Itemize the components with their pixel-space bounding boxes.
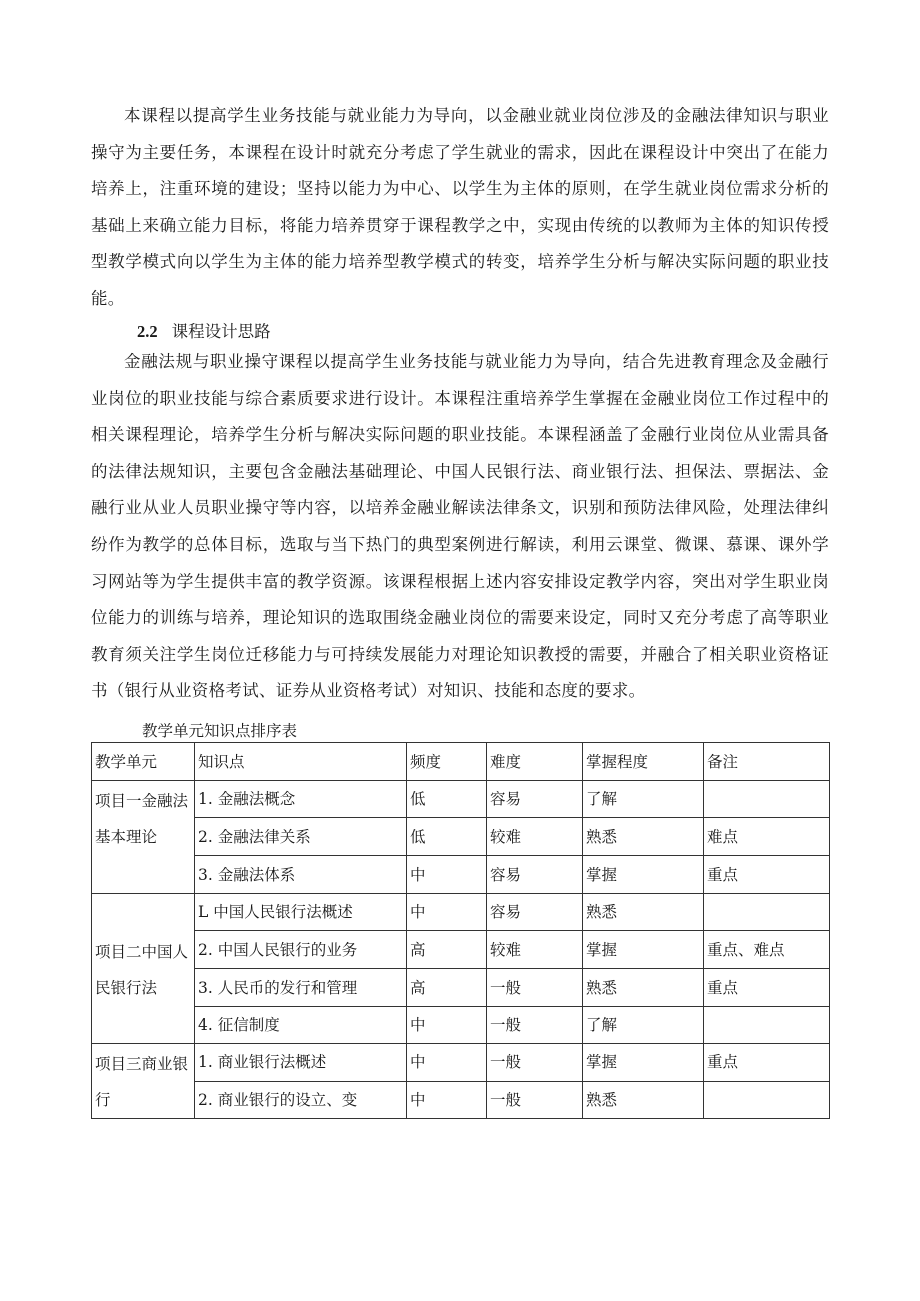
remark-cell: 重点 xyxy=(704,1044,830,1082)
body-paragraph-1: 本课程以提高学生业务技能与就业能力为导向，以金融业就业岗位涉及的金融法律知识与职业操守为主要任务，本课程在设计时就充分考虑了学生就业的需求，因此在课程设计中突出了在能力培养上，注重环境的建设；坚持以能力为中心、以学生为主体的原则，在学生就业岗位需求分析的基础上来确立能力目标，将能力培养贯穿于课程教学之中，实现由传统的以教师为主体的知识传授型教学模式向以学生为主体的能力培养型教学模式的转变，培养学生分析与解决实际问题的职业技能。 xyxy=(91,106,829,308)
table-row xyxy=(92,818,830,856)
frequency-cell: 中 xyxy=(407,1007,487,1044)
unit-cell: 项目二中国人民银行法 xyxy=(92,894,195,1044)
frequency-cell: 低 xyxy=(407,781,487,818)
difficulty-cell: 容易 xyxy=(487,894,583,931)
remark-cell xyxy=(704,894,830,931)
mastery-cell: 熟悉 xyxy=(583,818,704,856)
knowledge-cell: 3. 人民币的发行和管理 xyxy=(195,969,407,1007)
knowledge-cell: 2. 中国人民银行的业务 xyxy=(195,931,407,969)
remark-cell xyxy=(704,1081,830,1119)
knowledge-point-table xyxy=(91,742,830,1119)
frequency-cell: 中 xyxy=(407,1081,487,1119)
mastery-cell: 了解 xyxy=(583,781,704,818)
knowledge-cell: 4. 征信制度 xyxy=(195,1007,407,1044)
remark-cell: 重点、难点 xyxy=(704,931,830,969)
table-caption: 教学单元知识点排序表 xyxy=(142,722,298,740)
frequency-cell: 中 xyxy=(407,1044,487,1082)
difficulty-cell: 一般 xyxy=(487,1081,583,1119)
frequency-cell: 中 xyxy=(407,856,487,894)
table-header-row xyxy=(92,743,830,781)
difficulty-cell: 一般 xyxy=(487,969,583,1007)
remark-cell: 重点 xyxy=(704,856,830,894)
table-row xyxy=(92,1007,830,1044)
mastery-cell: 掌握 xyxy=(583,856,704,894)
difficulty-cell: 较难 xyxy=(487,931,583,969)
table-row xyxy=(92,856,830,894)
remark-cell xyxy=(704,781,830,818)
unit-cell: 项目一金融法基本理论 xyxy=(92,781,195,894)
knowledge-cell: L 中国人民银行法概述 xyxy=(195,894,407,931)
header-cell-remark: 备注 xyxy=(704,743,830,781)
mastery-cell: 掌握 xyxy=(583,931,704,969)
body-paragraph-2: 金融法规与职业操守课程以提高学生业务技能与就业能力为导向，结合先进教育理念及金融行业岗位的职业技能与综合素质要求进行设计。本课程注重培养学生掌握在金融业岗位工作过程中的相关课程理论，培养学生分析与解决实际问题的职业技能。本课程涵盖了金融行业岗位从业需具备的法律法规知识，主要包含金融法基础理论、中国人民银行法、商业银行法、担保法、票据法、金融行业从业人员职业操守等内容，以培养金融业解读法律条文，识别和预防法律风险，处理法律纠纷作为教学的总体目标，选取与当下热门的典型案例进行解读，利用云课堂、微课、慕课、课外学习网站等为学生提供丰富的教学资源。该课程根据上述内容安排设定教学内容，突出对学生职业岗位能力的训练与培养，理论知识的选取围绕金融业岗位的需要来设定，同时又充分考虑了高等职业教育须关注学生岗位迁移能力与可持续发展能力对理论知识教授的需要，并融合了相关职业资格证书（银行从业资格考试、证券从业资格考试）对知识、技能和态度的要求。 xyxy=(91,352,829,701)
knowledge-cell: 2. 金融法律关系 xyxy=(195,818,407,856)
frequency-cell: 高 xyxy=(407,931,487,969)
unit-cell: 项目三商业银行 xyxy=(92,1044,195,1119)
knowledge-cell: 1. 商业银行法概述 xyxy=(195,1044,407,1082)
mastery-cell: 熟悉 xyxy=(583,1081,704,1119)
mastery-cell: 了解 xyxy=(583,1007,704,1044)
difficulty-cell: 容易 xyxy=(487,781,583,818)
section-number: 2.2 xyxy=(137,322,158,341)
mastery-cell: 熟悉 xyxy=(583,894,704,931)
mastery-cell: 掌握 xyxy=(583,1044,704,1082)
table-row xyxy=(92,781,830,818)
frequency-cell: 中 xyxy=(407,894,487,931)
table-row xyxy=(92,931,830,969)
table-row xyxy=(92,894,830,931)
remark-cell: 重点 xyxy=(704,969,830,1007)
table-row xyxy=(92,1044,830,1082)
table-row xyxy=(92,969,830,1007)
section-title: 课程设计思路 xyxy=(171,322,271,341)
header-cell-difficulty: 难度 xyxy=(487,743,583,781)
header-cell-frequency: 频度 xyxy=(407,743,487,781)
header-cell-mastery: 掌握程度 xyxy=(583,743,704,781)
difficulty-cell: 较难 xyxy=(487,818,583,856)
remark-cell: 难点 xyxy=(704,818,830,856)
knowledge-cell: 2. 商业银行的设立、变 xyxy=(195,1081,407,1119)
mastery-cell: 熟悉 xyxy=(583,969,704,1007)
difficulty-cell: 一般 xyxy=(487,1007,583,1044)
frequency-cell: 高 xyxy=(407,969,487,1007)
difficulty-cell: 容易 xyxy=(487,856,583,894)
section-heading xyxy=(137,319,271,345)
difficulty-cell: 一般 xyxy=(487,1044,583,1082)
knowledge-cell: 3. 金融法体系 xyxy=(195,856,407,894)
remark-cell xyxy=(704,1007,830,1044)
frequency-cell: 低 xyxy=(407,818,487,856)
header-cell-knowledge: 知识点 xyxy=(195,743,407,781)
header-cell-unit: 教学单元 xyxy=(92,743,195,781)
knowledge-cell: 1. 金融法概念 xyxy=(195,781,407,818)
table-row xyxy=(92,1081,830,1119)
